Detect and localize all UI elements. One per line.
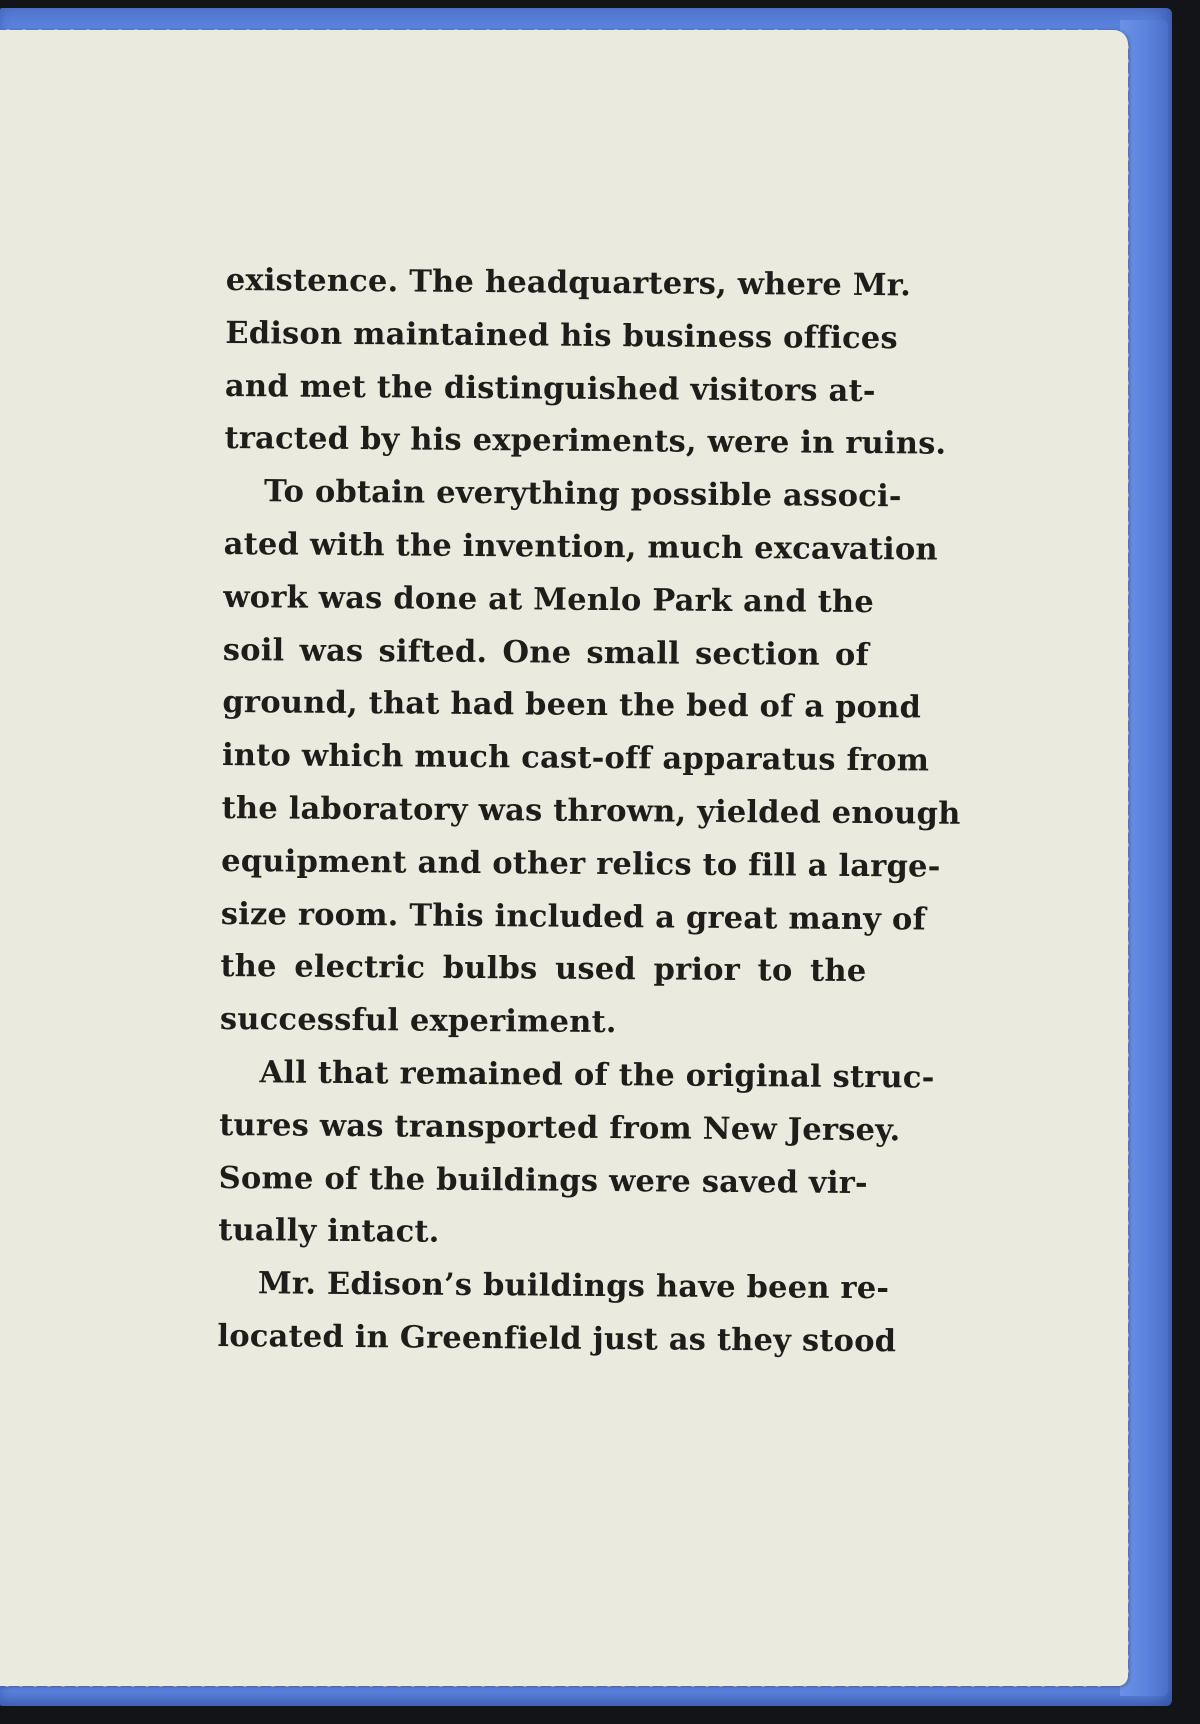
text-line: tures was transported from New Jersey. [219,1106,901,1149]
text-line: and met the distinguished visitors at- [224,367,876,409]
text-line: Mr. Edison’s buildings have been re- [257,1265,890,1307]
text-line: work was done at Menlo Park and the [223,578,875,620]
text-line: existence. The headquarters, where Mr. [225,261,912,304]
text-line: the laboratory was thrown, yielded enough [221,789,961,832]
text-line: ated with the invention, much excavation [223,525,938,568]
text-line: ground, that had been the bed of a pond [222,684,922,726]
text-line: size room. This included a great many of [220,895,927,938]
text-line: equipment and other relics to fill a large- [221,842,941,885]
text-line: the electric bulbs used prior to the [220,948,867,990]
text-line: Edison maintained his business offices [225,314,899,357]
text-line: To obtain everything possible associ- [263,473,902,515]
page-text-block [217,254,961,1368]
deckle-edge-top [0,25,1110,34]
book-page [0,30,1128,1686]
text-line: tually intact. [218,1212,440,1251]
text-line: All that remained of the original struc- [259,1054,935,1096]
text-line: Some of the buildings were saved vir- [218,1159,868,1201]
text-line: located in Greenfield just as they stood [217,1317,897,1360]
text-line: successful experiment. [219,1001,617,1041]
text-line: into which much cast-off apparatus from [221,737,930,779]
text-line: soil was sifted. One small section of [222,631,870,673]
text-line: tracted by his experiments, were in ruins. [224,420,947,463]
